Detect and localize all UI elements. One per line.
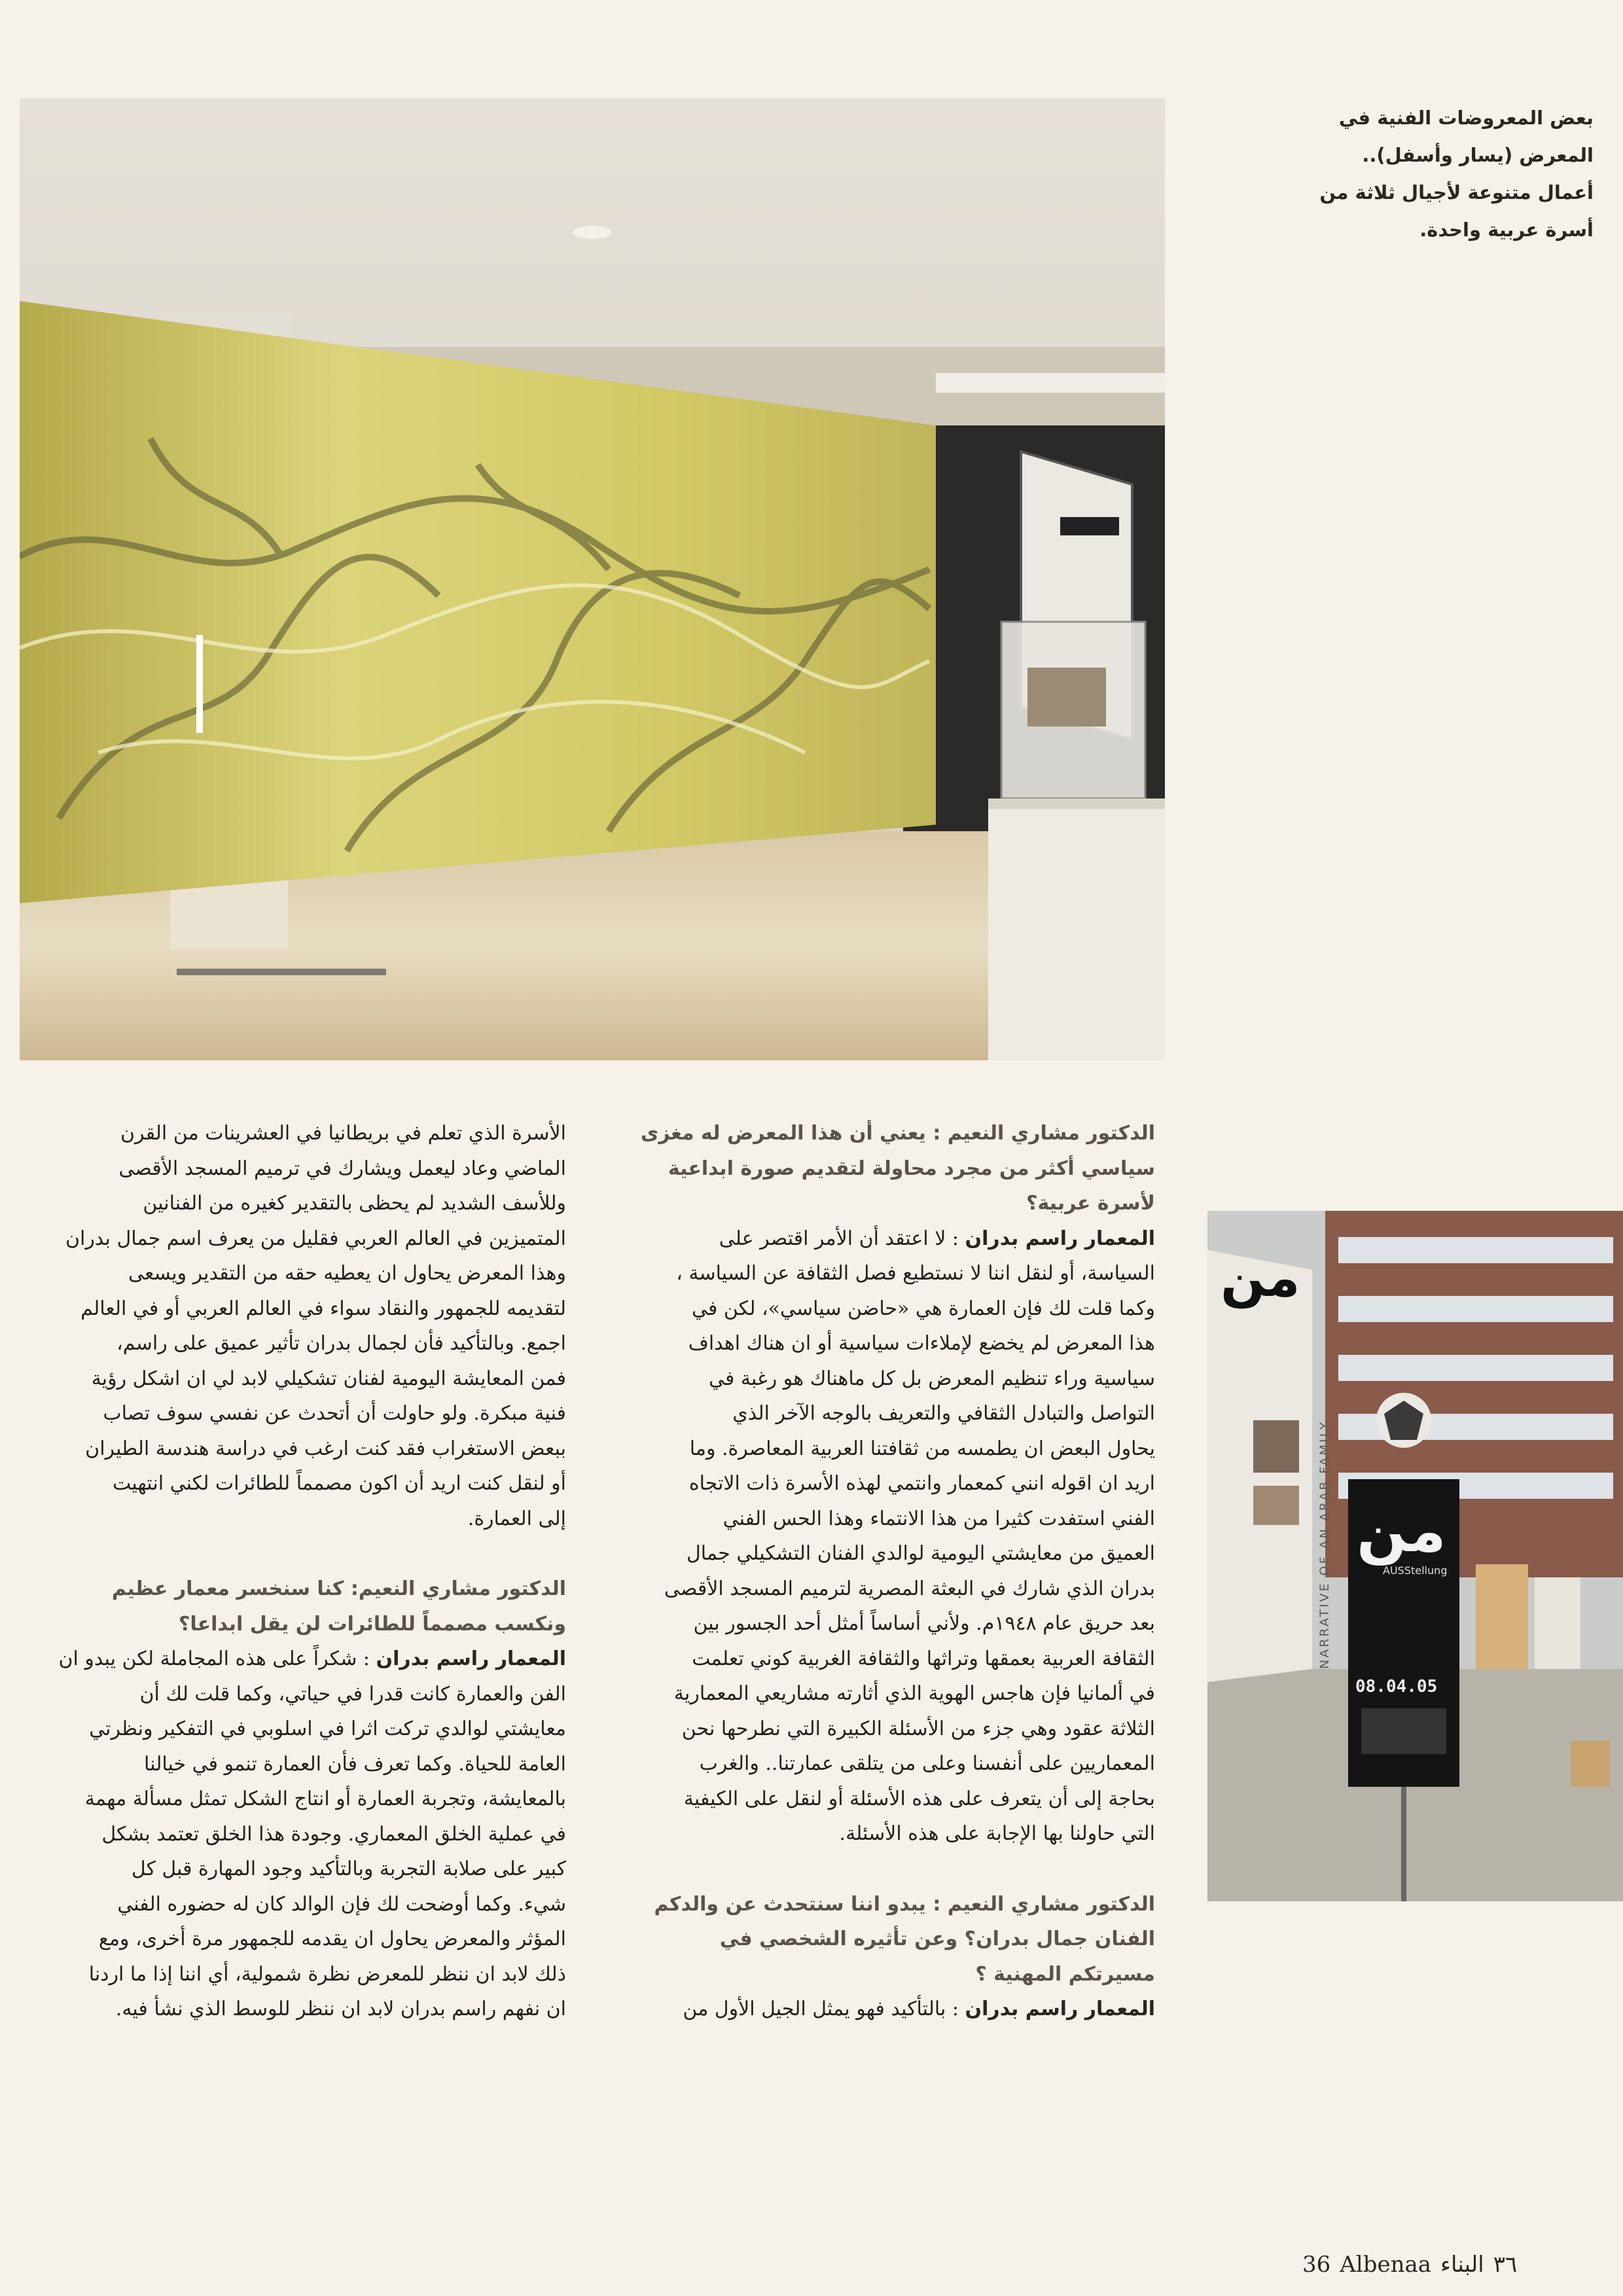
article-text-line bbox=[609, 1326, 1155, 1361]
article-text-line bbox=[26, 1747, 566, 1782]
line-text: يحاول البعض ان يطمسه من ثقافتنا العربية المعاصرة. وما bbox=[689, 1437, 1155, 1460]
line-text: في ألمانيا فإن هاجس الهوية الذي أثارته مشاريعي المعمارية bbox=[673, 1682, 1155, 1705]
line-text: المعماريين على أنفسنا وعلى من يتلقى عمارتنا.. والغرب bbox=[699, 1752, 1155, 1775]
line-text: فنية مبكرة. ولو حاولت أن أتحدث عن نفسي سوف تصاب bbox=[103, 1402, 566, 1425]
article-text-line bbox=[609, 1361, 1155, 1397]
line-text: العامة للحياة. وكما تعرف فأن العمارة تنمو في خيالنا bbox=[144, 1752, 566, 1776]
line-text: : بالتأكيد فهو يمثل الجيل الأول من bbox=[683, 1998, 959, 2020]
article-text-line bbox=[26, 1116, 566, 1151]
page-footer bbox=[1302, 2251, 1603, 2278]
line-text: الدكتور مشاري النعيم : يبدو اننا سنتحدث عن والدكم bbox=[654, 1892, 1155, 1916]
line-text: الأسرة الذي تعلم في بريطانيا في العشرينات من القرن bbox=[120, 1122, 566, 1145]
line-text: الفني استفدت كثيرا من هذا الانتماء وهذا الحس الفني bbox=[722, 1507, 1155, 1530]
interview-question-line bbox=[609, 1116, 1155, 1151]
article-text-line bbox=[26, 1221, 566, 1257]
article-text-line bbox=[26, 1186, 566, 1221]
paragraph-gap bbox=[26, 1536, 566, 1571]
article-text-line bbox=[609, 1816, 1155, 1852]
line-text: ببعض الاستغراب فقد كنت ارغب في دراسة هندسة الطيران bbox=[85, 1437, 566, 1460]
article-text-line bbox=[609, 1992, 1155, 2027]
line-text: فمن المعايشة اليومية لفنان تشكيلي لابد لي ان اشكل رؤية bbox=[91, 1367, 566, 1390]
line-text: لتقديمه للجمهور والنقاد سواء في العالم العربي أو في العالم bbox=[80, 1297, 566, 1320]
line-text: في عملية الخلق المعماري. وجودة هذا الخلق تعتمد بشكل bbox=[101, 1822, 566, 1846]
article-text-line bbox=[26, 1256, 566, 1291]
article-text-line bbox=[26, 1641, 566, 1677]
line-text: وهذا المعرض يحاول ان يعطيه حقه من التقدير ويسعى bbox=[128, 1262, 566, 1285]
article-text-line bbox=[26, 1782, 566, 1817]
speaker-name: المعمار راسم بدران bbox=[965, 1227, 1155, 1250]
article-text-line bbox=[26, 1466, 566, 1501]
line-text: بعد حريق عام ١٩٤٨م. ولأني أساساً أمثل أحد الجسور بين bbox=[693, 1612, 1155, 1635]
side-exhibition-photo bbox=[1207, 1211, 1623, 1901]
line-text: وكما قلت لك فإن العمارة هي «حاضن سياسي»، لكن في bbox=[692, 1297, 1155, 1320]
article-text-line bbox=[609, 1712, 1155, 1747]
article-text-line bbox=[26, 1151, 566, 1187]
interview-question-line bbox=[609, 1957, 1155, 1992]
line-text: ذلك لابد ان ننظر للمعرض نظرة شمولية، أي اننا إذا ما اردنا bbox=[88, 1962, 566, 1986]
atrium-scene bbox=[1207, 1211, 1623, 1901]
poster-glyph: ﻣﻦ bbox=[1357, 1497, 1446, 1566]
line-text: اريد ان اقوله انني كمعمار وانتمي لهذه الأسرة ذات الاتجاه bbox=[688, 1472, 1155, 1495]
line-text: بحاجة إلى أن يتعرف على هذه الأسئلة أو لنقل على الكيفية bbox=[683, 1787, 1155, 1810]
line-text: بالمعايشة، وتجربة العمارة أو انتاج الشكل تمثل مسألة مهمة bbox=[84, 1787, 566, 1810]
paragraph-gap bbox=[609, 1852, 1155, 1887]
page-number-arabic: ٣٦ bbox=[1493, 2251, 1518, 2278]
article-text-line bbox=[26, 1922, 566, 1957]
page-number: 36 bbox=[1302, 2251, 1331, 2278]
line-text: المؤثر والمعرض يحاول ان يقدمه للجمهور مرة أخرى، ومع bbox=[98, 1928, 566, 1950]
photo-caption bbox=[1211, 99, 1594, 249]
article-text-line bbox=[609, 1431, 1155, 1467]
article-text-line bbox=[26, 1326, 566, 1361]
caption-line: بعض المعروضات الفنية في bbox=[1338, 107, 1594, 129]
line-text: معايشتي لوالدي تركت اثرا في اسلوبي في التفكير ونظرتي bbox=[89, 1717, 566, 1740]
line-text: شيء. وكما أوضحت لك فإن الوالد كان له حضوره الفني bbox=[117, 1892, 566, 1916]
article-text-line bbox=[26, 1852, 566, 1887]
line-text: الدكتور مشاري النعيم: كنا سنخسر معمار عظيم bbox=[111, 1577, 566, 1600]
article-text-line bbox=[609, 1746, 1155, 1782]
article-text-line bbox=[26, 1396, 566, 1431]
caption-line: أعمال متنوعة لأجيال ثلاثة من bbox=[1319, 181, 1594, 204]
article-column-right bbox=[609, 1116, 1155, 2027]
line-text: : لا اعتقد أن الأمر اقتصر على bbox=[719, 1227, 959, 1250]
article-text-line bbox=[26, 1992, 566, 2027]
article-text-line bbox=[609, 1536, 1155, 1571]
line-text: ان نفهم راسم بدران لابد ان ننظر للوسط الذي نشأ فيه. bbox=[115, 1998, 566, 2020]
interview-question-line bbox=[609, 1186, 1155, 1221]
gallery-scene bbox=[20, 98, 1165, 1060]
interview-question-line bbox=[26, 1571, 566, 1607]
speaker-name: المعمار راسم بدران bbox=[965, 1998, 1155, 2020]
article-column-left bbox=[26, 1116, 566, 2027]
line-text: لأسرة عربية؟ bbox=[1026, 1192, 1155, 1215]
line-text: التواصل والتبادل الثقافي والتعريف بالوجه الآخر الذي bbox=[732, 1402, 1155, 1425]
line-text: اجمع. وبالتأكيد فأن لجمال بدران تأثير عميق على راسم، bbox=[116, 1332, 566, 1355]
article-text-line bbox=[26, 1291, 566, 1327]
line-text: هذا المعرض لم يخضع لإملاءات سياسية أو ان هناك اهداف bbox=[688, 1332, 1155, 1355]
article-text-line bbox=[609, 1782, 1155, 1817]
article-text-line bbox=[609, 1256, 1155, 1291]
article-text-line bbox=[609, 1291, 1155, 1327]
article-text-line bbox=[26, 1677, 566, 1712]
line-text: العميق من معايشتي اليومية لوالدي الفنان التشكيلي جمال bbox=[686, 1542, 1155, 1565]
line-text: إلى العمارة. bbox=[467, 1507, 566, 1530]
line-text: الفن والعمارة كانت قدرا في حياتي، وكما قلت لك أن bbox=[139, 1682, 566, 1706]
article-text-line bbox=[26, 1712, 566, 1747]
line-text: الثلاثة عقود وهي جزء من الأسئلة الكبيرة التي نطرحها نحن bbox=[681, 1717, 1155, 1740]
poster-date: 08.04.05 bbox=[1355, 1677, 1438, 1696]
line-text: التي حاولنا بها الإجابة على هذه الأسئلة. bbox=[839, 1822, 1155, 1845]
line-text: سياسي أكثر من مجرد محاولة لتقديم صورة ابداعية bbox=[668, 1157, 1155, 1180]
line-text: ونكسب مصمماً للطائرات لن يقل ابداعا؟ bbox=[178, 1612, 566, 1636]
article-text-line bbox=[609, 1571, 1155, 1607]
article-text-line bbox=[609, 1501, 1155, 1537]
line-text: : شكراً على هذه المجاملة لكن يبدو ان bbox=[58, 1647, 370, 1670]
article-text-line bbox=[609, 1641, 1155, 1677]
main-exhibition-photo bbox=[20, 98, 1165, 1060]
line-text: الفنان جمال بدران؟ وعن تأثيره الشخصي في bbox=[719, 1928, 1155, 1950]
interview-question-line bbox=[609, 1922, 1155, 1957]
magazine-name: Albenaa bbox=[1340, 2251, 1432, 2278]
caption-line: أسرة عربية واحدة. bbox=[1419, 219, 1594, 241]
article-text-line bbox=[26, 1817, 566, 1852]
caption-line: المعرض (يسار وأسفل).. bbox=[1362, 144, 1594, 166]
article-text-line bbox=[26, 1361, 566, 1397]
line-text: كبير على صلابة التجربة وبالتأكيد وجود المهارة قبل كل bbox=[131, 1857, 566, 1880]
line-text: الثقافة العربية بعمقها وتراثها والثقافة الغربية كوني تعلمت bbox=[692, 1647, 1155, 1670]
line-text: مسيرتكم المهنية ؟ bbox=[975, 1962, 1155, 1986]
line-text: الدكتور مشاري النعيم : يعني أن هذا المعرض له مغزى bbox=[640, 1122, 1155, 1145]
banner-vertical-text: NARRATIVE OF AN ARAB FAMILY bbox=[1317, 1420, 1332, 1669]
interview-question-line bbox=[609, 1887, 1155, 1922]
article-text-line bbox=[26, 1431, 566, 1467]
article-text-line bbox=[609, 1606, 1155, 1641]
line-text: بدران الذي شارك في البعثة المصرية لترميم المسجد الأقصى bbox=[664, 1577, 1155, 1600]
article-text-line bbox=[26, 1957, 566, 1992]
line-text: الماضي وعاد ليعمل ويشارك في ترميم المسجد الأقصى bbox=[118, 1157, 566, 1180]
magazine-name-arabic: البناء bbox=[1440, 2251, 1484, 2278]
line-text: المتميزين في العالم العربي فقليل من يعرف اسم جمال بدران bbox=[65, 1227, 566, 1250]
poster-brand: AUSStellung bbox=[1383, 1564, 1448, 1577]
speaker-name: المعمار راسم بدران bbox=[376, 1647, 566, 1670]
interview-question-line bbox=[609, 1151, 1155, 1187]
article-text-line bbox=[26, 1887, 566, 1922]
article-text-line bbox=[609, 1676, 1155, 1712]
banner-glyph-top: ﻣﻦ bbox=[1221, 1247, 1300, 1308]
article-text-line bbox=[609, 1396, 1155, 1431]
line-text: السياسة، أو لنقل اننا لا نستطيع فصل الثقافة عن السياسة ، bbox=[676, 1262, 1155, 1285]
line-text: وللأسف الشديد لم يحظى بالتقدير كغيره من الفنانين bbox=[143, 1192, 566, 1215]
article-text-line bbox=[609, 1466, 1155, 1501]
interview-question-line bbox=[26, 1607, 566, 1642]
line-text: أو لنقل كنت اريد أن اكون مصمماً للطائرات لكني انتهيت bbox=[112, 1472, 566, 1495]
line-text: سياسية وراء تنظيم المعرض بل كل ماهناك هو رغبة في bbox=[709, 1367, 1155, 1390]
article-text-line bbox=[609, 1221, 1155, 1257]
article-text-line bbox=[26, 1501, 566, 1537]
